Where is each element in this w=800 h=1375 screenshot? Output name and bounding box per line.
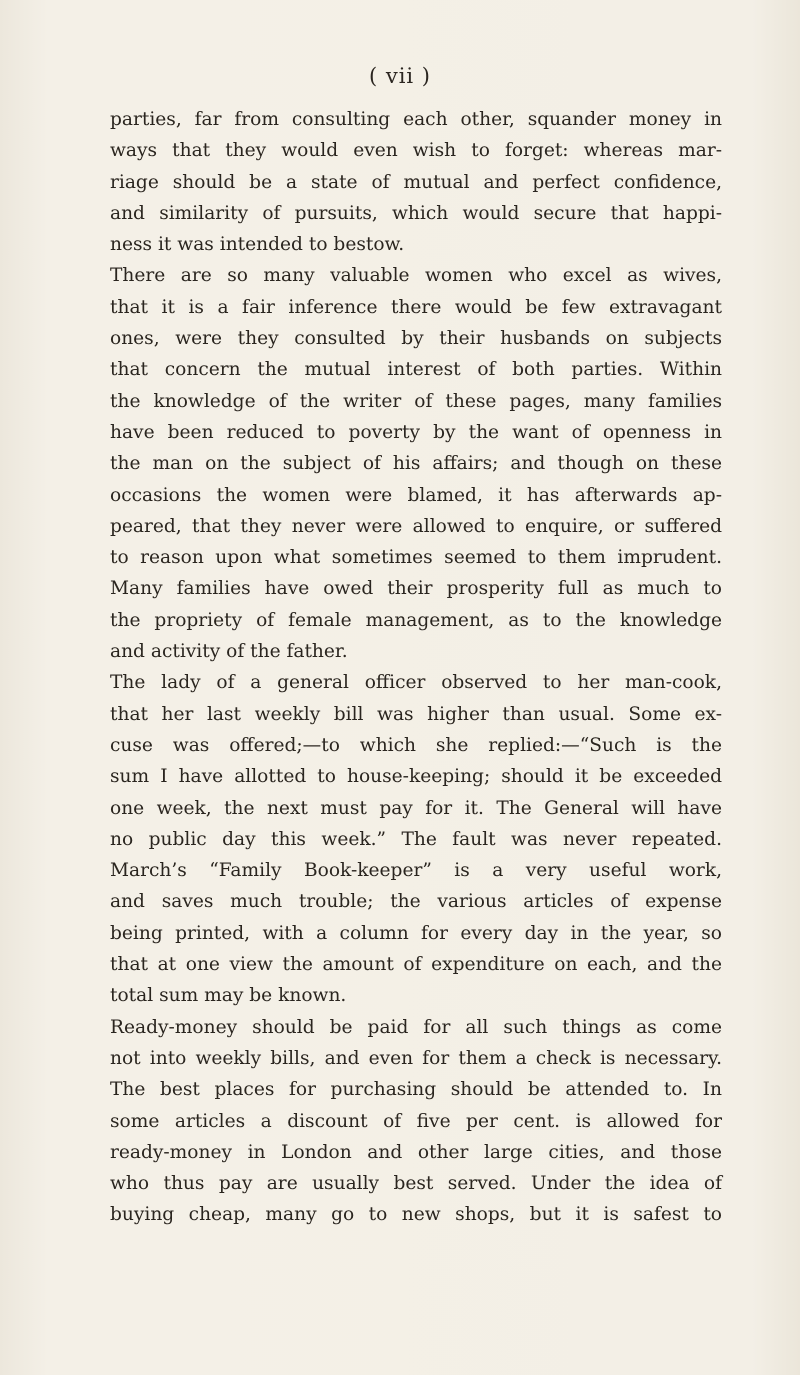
text-line: ready-money in London and other large cities, and those [110, 1141, 722, 1163]
text-line: The lady of a general officer observed to her man-cook, [110, 672, 722, 694]
text-line: being printed, with a column for every day in the year, so [110, 922, 722, 944]
text-line: and saves much trouble; the various articles of expense [110, 891, 722, 913]
text-line: The best places for purchasing should be attended to. In [110, 1079, 722, 1101]
text-line: and activity of the father. [110, 641, 348, 663]
text-line: total sum may be known. [110, 985, 347, 1007]
text-line: Many families have owed their prosperity full as much to [110, 578, 722, 600]
text-line: that at one view the amount of expenditure on each, and the [110, 954, 722, 976]
text-line: ones, were they consulted by their husbands on subjects [110, 328, 722, 350]
text-line: There are so many valuable women who excel as wives, [110, 265, 722, 287]
page-number: ( vii ) [368, 64, 432, 88]
text-line: ness it was intended to bestow. [110, 234, 405, 256]
text-line: not into weekly bills, and even for them a check is necessary. [110, 1047, 722, 1069]
text-line: ways that they would even wish to forget: whereas mar- [110, 140, 722, 162]
text-line: parties, far from consulting each other, squander money in [110, 109, 722, 130]
text-line: Ready-money should be paid for all such things as come [110, 1016, 722, 1038]
text-line: sum I have allotted to house-keeping; should it be exceeded [110, 766, 722, 788]
text-line: March’s “Family Book-keeper” is a very useful work, [110, 860, 722, 882]
text-line: cuse was offered;—to which she replied:—“Such is the [110, 734, 722, 756]
text-line: that it is a fair inference there would be few extravagant [110, 296, 722, 318]
text-line: that concern the mutual interest of both parties. Within [110, 359, 722, 381]
text-line: riage should be a state of mutual and perfect confidence, [110, 171, 722, 193]
text-line: some articles a discount of five per cent. is allowed for [110, 1110, 722, 1132]
text-line: one week, the next must pay for it. The General will have [110, 797, 722, 819]
body-text [110, 104, 722, 1231]
text-line: and similarity of pursuits, which would secure that happi- [110, 202, 722, 224]
text-line: the knowledge of the writer of these pages, many families [110, 390, 722, 412]
text-line: the propriety of female management, as to the knowledge [110, 609, 722, 631]
text-line: that her last weekly bill was higher than usual. Some ex- [110, 703, 722, 725]
text-line: buying cheap, many go to new shops, but it is safest to [110, 1204, 722, 1226]
text-line: no public day this week.” The fault was never repeated. [110, 828, 722, 850]
text-line: the man on the subject of his affairs; and though on these [110, 453, 722, 475]
text-line: occasions the women were blamed, it has afterwards ap- [110, 484, 722, 506]
text-line: to reason upon what sometimes seemed to them imprudent. [110, 547, 722, 569]
text-line: who thus pay are usually best served. Under the idea of [110, 1173, 722, 1195]
text-line: have been reduced to poverty by the want of openness in [110, 421, 722, 443]
text-line: peared, that they never were allowed to enquire, or suffered [110, 515, 722, 537]
